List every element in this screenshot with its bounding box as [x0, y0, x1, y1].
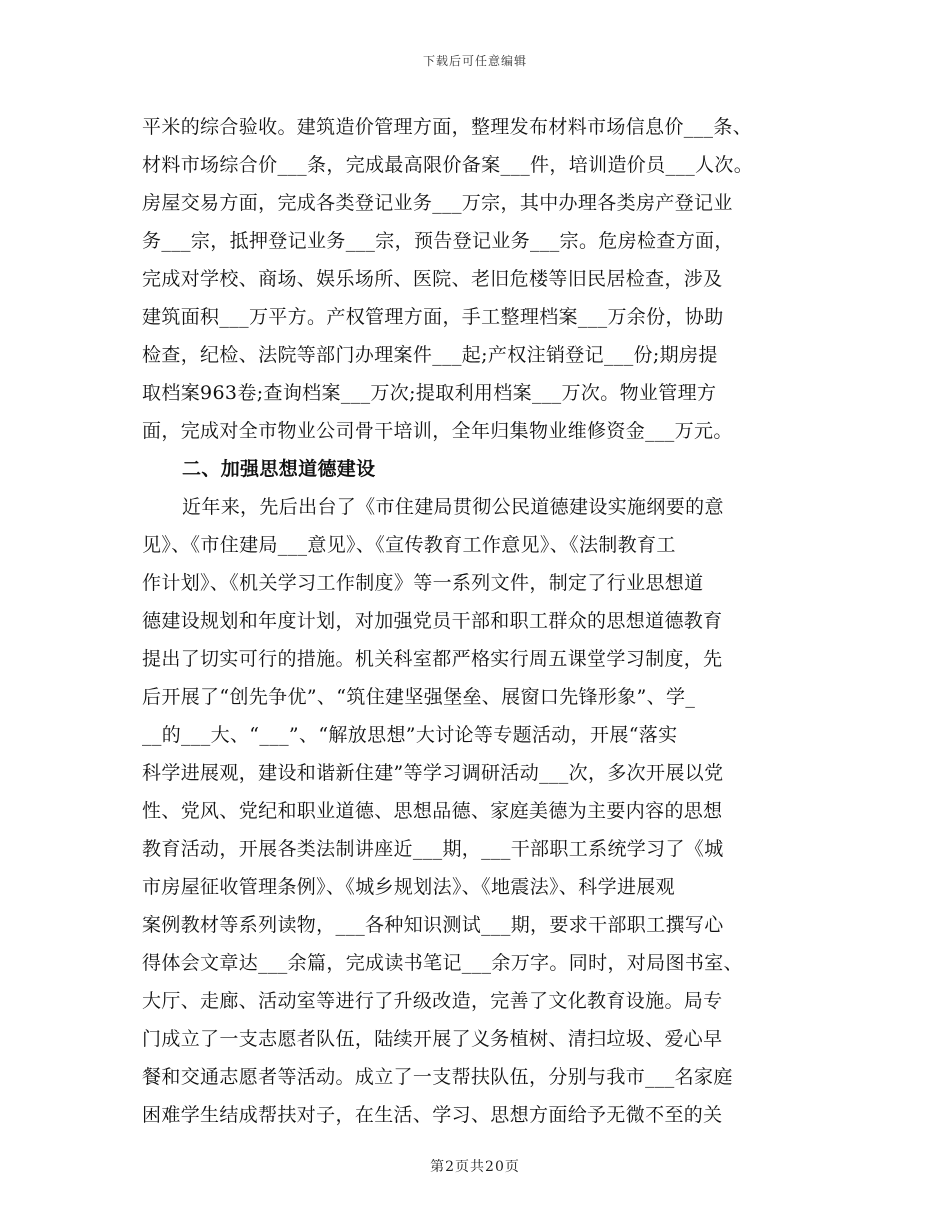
body-line: 房屋交易方面，完成各类登记业务___万宗，其中办理各类房产登记业	[142, 192, 733, 214]
page-header: 下载后可任意编辑	[422, 54, 527, 68]
body-line: 提出了切实可行的措施。机关科室都严格实行周五课堂学习制度，先	[142, 648, 723, 670]
body-line: 取档案963卷;查询档案___万次;提取利用档案___万次。物业管理方	[142, 382, 717, 404]
body-line: 务___宗，抵押登记业务___宗，预告登记业务___宗。危房检查方面，	[142, 230, 734, 252]
body-line: 科学进展观，建设和谐新住建”等学习调研活动___次，多次开展以党	[142, 762, 724, 784]
body-line: 德建设规划和年度计划，对加强党员干部和职工群众的思想道德教育	[142, 610, 723, 632]
body-line: 困难学生结成帮扶对子，在生活、学习、思想方面给予无微不至的关	[142, 1104, 723, 1126]
body-line: 教育活动，开展各类法制讲座近___期，___干部职工系统学习了《城	[142, 838, 724, 860]
body-line: 面，完成对全市物业公司骨干培训，全年归集物业维修资金___万元。	[142, 420, 733, 442]
page-footer: 第2页共20页	[430, 1159, 520, 1175]
paragraph-first-line: 近年来，先后出台了《市住建局贯彻公民道德建设实施纲要的意	[182, 496, 724, 518]
body-line: 案例教材等系列读物，___各种知识测试___期，要求干部职工撰写心	[142, 914, 724, 936]
body-line: 大厅、走廊、活动室等进行了升级改造，完善了文化教育设施。局专	[142, 990, 723, 1012]
body-line: 得体会文章达___余篇，完成读书笔记___余万字。同时，对局图书室、	[142, 952, 743, 974]
body-line: 建筑面积___万平方。产权管理方面，手工整理档案___万余份，协助	[142, 306, 724, 328]
document-body	[142, 108, 810, 1134]
body-line: 检查，纪检、法院等部门办理案件___起;产权注销登记___份;期房提	[142, 344, 718, 366]
body-line: 后开展了“创先争优”、“筑住建坚强堡垒、展窗口先锋形象”、学_	[142, 686, 696, 708]
body-line: 平米的综合验收。建筑造价管理方面，整理发布材料市场信息价___条、	[142, 116, 753, 138]
body-line: 材料市场综合价___条，完成最高限价备案___件，培训造价员___人次。	[142, 154, 754, 176]
section-heading: 二、加强思想道德建设	[182, 458, 376, 480]
body-line: 性、党风、党纪和职业道德、思想品德、家庭美德为主要内容的思想	[142, 800, 723, 822]
body-line: 市房屋征收管理条例》、《城乡规划法》、《地震法》、科学进展观	[142, 876, 676, 898]
body-line: 见》、《市住建局___意见》、《宣传教育工作意见》、《法制教育工	[142, 534, 676, 556]
body-line: 作计划》、《机关学习工作制度》等一系列文件，制定了行业思想道	[142, 572, 704, 594]
body-line: 餐和交通志愿者等活动。成立了一支帮扶队伍，分别与我市___名家庭	[142, 1066, 733, 1088]
body-line: __的___大、“___”、“解放思想”大讨论等专题活动，开展“落实	[142, 724, 678, 746]
body-line: 门成立了一支志愿者队伍，陆续开展了义务植树、清扫垃圾、爱心早	[142, 1028, 723, 1050]
body-line: 完成对学校、商场、娱乐场所、医院、老旧危楼等旧民居检查，涉及	[142, 268, 723, 290]
